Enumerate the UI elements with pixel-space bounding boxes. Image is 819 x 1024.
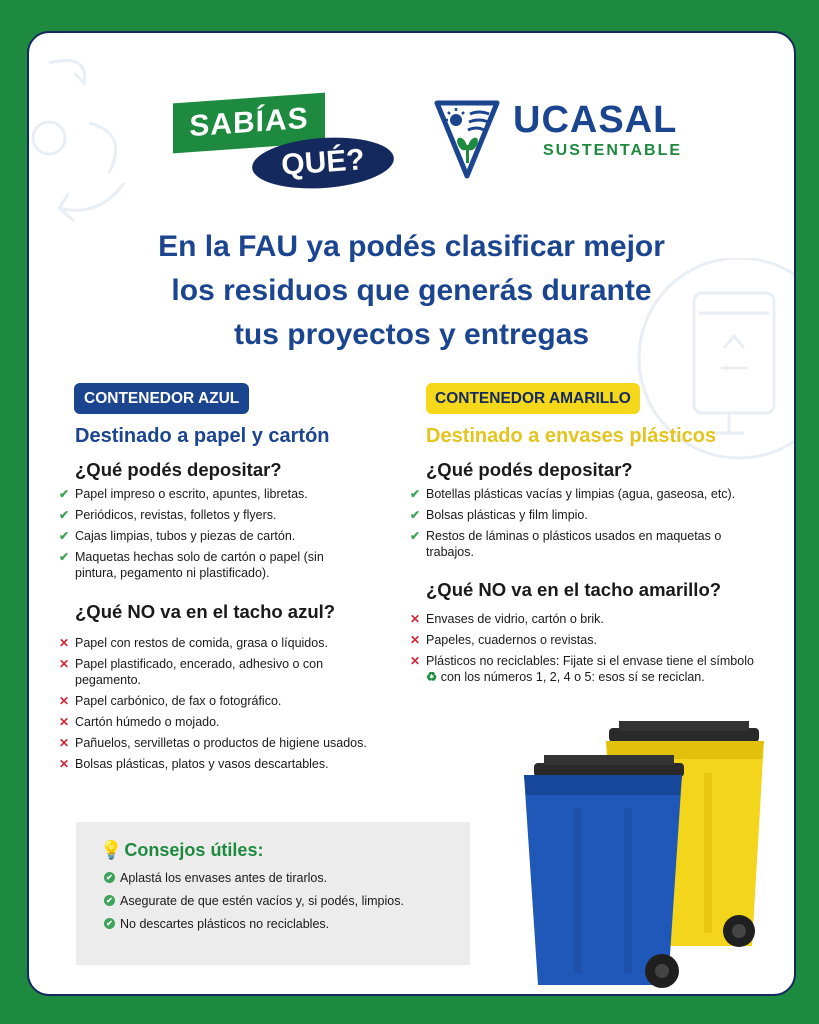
list-item: ✕ Envases de vidrio, cartón o brik. xyxy=(410,612,604,626)
blue-no-list xyxy=(59,635,399,777)
lightbulb-icon: 💡 xyxy=(100,840,123,860)
logo-name: UCASAL xyxy=(513,99,678,141)
cross-icon: ✕ xyxy=(59,657,70,671)
check-circle-icon: ✔ xyxy=(104,918,115,929)
list-item: ✔ No descartes plásticos no reciclables. xyxy=(104,916,404,932)
blue-no-title: ¿Qué NO va en el tacho azul? xyxy=(75,601,336,622)
cross-icon: ✕ xyxy=(410,612,421,626)
list-item: ✕ Plásticos no reciclables: Fijate si el envase tiene el símbolo ♻ con los números 1, 2, 4 o 5: esos sí se reciclan. xyxy=(410,654,754,684)
list-item: ✔ Asegurate de que estén vacíos y, si podés, limpios. xyxy=(104,893,404,909)
list-item: ✕ Papel con restos de comida, grasa o líquidos. xyxy=(59,636,328,650)
check-icon: ✔ xyxy=(59,487,70,501)
check-circle-icon: ✔ xyxy=(104,895,115,906)
list-item: ✔ Maquetas hechas solo de cartón o papel (sin pintura, pegamento ni plastificado). xyxy=(59,550,324,580)
list-item: ✔ Cajas limpias, tubos y piezas de cartón. xyxy=(59,529,296,543)
cross-icon: ✕ xyxy=(59,736,70,750)
list-item: ✕ Bolsas plásticas, platos y vasos descartables. xyxy=(59,757,329,771)
cross-icon: ✕ xyxy=(59,715,70,729)
recycle-icon: ♻ xyxy=(426,670,438,684)
cross-icon: ✕ xyxy=(410,654,421,668)
tips-title: 💡 Consejos útiles: xyxy=(100,840,264,860)
logo-subtitle: SUSTENTABLE xyxy=(543,142,683,159)
cross-icon: ✕ xyxy=(59,694,70,708)
tips-list xyxy=(104,870,404,939)
list-item: ✕ Pañuelos, servilletas o productos de higiene usados. xyxy=(59,736,367,750)
blue-yes-title: ¿Qué podés depositar? xyxy=(75,459,282,480)
list-item: ✔ Aplastá los envases antes de tirarlos. xyxy=(104,870,404,886)
check-icon: ✔ xyxy=(59,529,70,543)
list-item: ✔ Botellas plásticas vacías y limpias (agua, gaseosa, etc). xyxy=(410,487,736,501)
yellow-no-list xyxy=(410,611,760,690)
blue-yes-list xyxy=(59,486,379,586)
list-item: ✔ Papel impreso o escrito, apuntes, libretas. xyxy=(59,487,308,501)
recycling-bins-illustration xyxy=(494,713,774,996)
blue-container-label: CONTENEDOR AZUL xyxy=(74,383,249,414)
ucasal-logo-icon xyxy=(434,100,500,180)
cross-icon: ✕ xyxy=(410,633,421,647)
blue-bin xyxy=(524,755,684,988)
headline-line-1: En la FAU ya podés clasificar mejor xyxy=(158,230,665,263)
list-item: ✕ Papeles, cuadernos o revistas. xyxy=(410,633,597,647)
yellow-subtitle: Destinado a envases plásticos xyxy=(426,425,717,447)
poster-card xyxy=(27,31,796,996)
headline-line-3: tus proyectos y entregas xyxy=(233,318,590,351)
recycle-arrows-decoration xyxy=(29,43,169,253)
check-icon: ✔ xyxy=(410,529,421,543)
yellow-no-title: ¿Qué NO va en el tacho amarillo? xyxy=(426,579,722,600)
list-item: ✔ Restos de láminas o plásticos usados en maquetas o trabajos. xyxy=(410,529,722,559)
list-item: ✔ Periódicos, revistas, folletos y flyers. xyxy=(59,508,277,522)
check-icon: ✔ xyxy=(410,487,421,501)
yellow-yes-title: ¿Qué podés depositar? xyxy=(426,459,633,480)
check-icon: ✔ xyxy=(410,508,421,522)
list-item: ✔ Bolsas plásticas y film limpio. xyxy=(410,508,588,522)
cross-icon: ✕ xyxy=(59,757,70,771)
check-icon: ✔ xyxy=(59,508,70,522)
badge-que: QUÉ? xyxy=(250,133,395,193)
check-circle-icon: ✔ xyxy=(104,872,115,883)
headline xyxy=(69,225,754,357)
cross-icon: ✕ xyxy=(59,636,70,650)
tips-box xyxy=(76,822,470,965)
yellow-container-label: CONTENEDOR AMARILLO xyxy=(426,383,640,414)
check-icon: ✔ xyxy=(59,550,70,564)
list-item: ✕ Papel carbónico, de fax o fotográfico. xyxy=(59,694,282,708)
list-item: ✕ Cartón húmedo o mojado. xyxy=(59,715,220,729)
headline-line-2: los residuos que generás durante xyxy=(171,274,652,307)
blue-subtitle: Destinado a papel y cartón xyxy=(75,425,330,447)
yellow-yes-list xyxy=(410,486,770,565)
badge-sabias: SABÍAS xyxy=(173,93,325,154)
list-item: ✕ Papel plastificado, encerado, adhesivo o con pegamento. xyxy=(59,657,324,687)
